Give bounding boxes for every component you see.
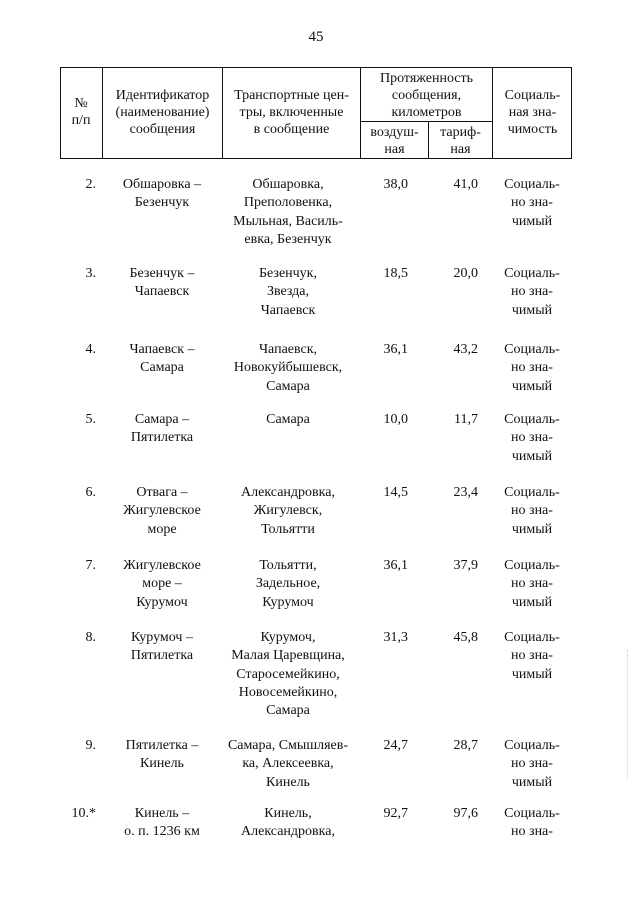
message-identifier: Чапаевск – Самара xyxy=(129,342,195,376)
transport-centers: Тольятти, Задельное, Курумоч xyxy=(255,558,321,610)
air-distance: 31,3 xyxy=(383,630,408,645)
social-significance: Социаль- но зна- чимый xyxy=(504,177,560,229)
tariff-distance: 37,9 xyxy=(453,558,478,573)
tariff-distance: 45,8 xyxy=(453,630,478,645)
tariff-distance: 20,0 xyxy=(453,266,478,281)
row-number: 10.* xyxy=(71,806,96,821)
transport-centers: Обшаровка, Преполовенка, Мыльная, Василь- евка, Безенчук xyxy=(233,177,343,247)
social-significance: Социаль- но зна- чимый xyxy=(504,630,560,682)
air-distance: 36,1 xyxy=(383,558,408,573)
header-subdivider xyxy=(360,121,492,122)
header-social: Социаль- ная зна- чимость xyxy=(504,88,561,137)
social-significance: Социаль- но зна- чимый xyxy=(504,738,560,790)
transport-centers: Самара xyxy=(266,412,310,427)
tariff-distance: 97,6 xyxy=(453,806,478,821)
row-number: 5. xyxy=(85,412,96,427)
social-significance: Социаль- но зна- xyxy=(504,806,560,840)
tariff-distance: 41,0 xyxy=(453,177,478,192)
social-significance: Социаль- но зна- чимый xyxy=(504,266,560,318)
header-num: № п/п xyxy=(71,96,91,128)
row-number: 6. xyxy=(85,485,96,500)
tariff-distance: 43,2 xyxy=(453,342,478,357)
row-number: 2. xyxy=(85,177,96,192)
message-identifier: Самара – Пятилетка xyxy=(130,412,194,446)
transport-centers: Чапаевск, Новокуйбышевск, Самара xyxy=(233,342,343,394)
message-identifier: Курумоч – Пятилетка xyxy=(130,630,194,664)
message-identifier: Кинель – о. п. 1236 км xyxy=(124,806,200,840)
margin-marks xyxy=(627,650,634,780)
transport-centers: Курумоч, Малая Царевщина, Старосемейкино, Новосемейкино, Самара xyxy=(231,630,345,719)
header-length: Протяженность сообщения, километров xyxy=(379,71,474,120)
row-number: 7. xyxy=(85,558,96,573)
message-identifier: Пятилетка – Кинель xyxy=(125,738,199,772)
transport-centers: Самара, Смышляев- ка, Алексеевка, Кинель xyxy=(227,738,349,790)
table-header xyxy=(60,67,572,159)
air-distance: 18,5 xyxy=(383,266,408,281)
message-identifier: Обшаровка – Безенчук xyxy=(122,177,202,211)
header-identifier: Идентификатор (наименование) сообщения xyxy=(115,88,210,137)
air-distance: 24,7 xyxy=(383,738,408,753)
row-number: 9. xyxy=(85,738,96,753)
air-distance: 36,1 xyxy=(383,342,408,357)
social-significance: Социаль- но зна- чимый xyxy=(504,342,560,394)
row-number: 3. xyxy=(85,266,96,281)
row-number: 4. xyxy=(85,342,96,357)
social-significance: Социаль- но зна- чимый xyxy=(504,558,560,610)
tariff-distance: 11,7 xyxy=(454,412,478,427)
transport-centers: Безенчук, Звезда, Чапаевск xyxy=(258,266,317,318)
transport-centers: Кинель, Александровка, xyxy=(241,806,335,840)
header-air: воздуш- ная xyxy=(370,125,419,157)
message-identifier: Безенчук – Чапаевск xyxy=(129,266,195,300)
header-bottom-border xyxy=(60,158,572,159)
tariff-distance: 23,4 xyxy=(453,485,478,500)
header-top-border xyxy=(60,67,572,68)
transport-centers: Александровка, Жигулевск, Тольятти xyxy=(241,485,335,537)
page-number: 45 xyxy=(308,29,324,45)
air-distance: 38,0 xyxy=(383,177,408,192)
air-distance: 14,5 xyxy=(383,485,408,500)
tariff-distance: 28,7 xyxy=(453,738,478,753)
social-significance: Социаль- но зна- чимый xyxy=(504,412,560,464)
header-tariff: тариф- ная xyxy=(440,125,481,157)
message-identifier: Жигулевское море – Курумоч xyxy=(123,558,201,610)
air-distance: 92,7 xyxy=(383,806,408,821)
row-number: 8. xyxy=(85,630,96,645)
message-identifier: Отвага – Жигулевское море xyxy=(123,485,201,537)
header-centers: Транспортные цен- тры, включенные в сообщение xyxy=(234,88,349,137)
air-distance: 10,0 xyxy=(383,412,408,427)
social-significance: Социаль- но зна- чимый xyxy=(504,485,560,537)
